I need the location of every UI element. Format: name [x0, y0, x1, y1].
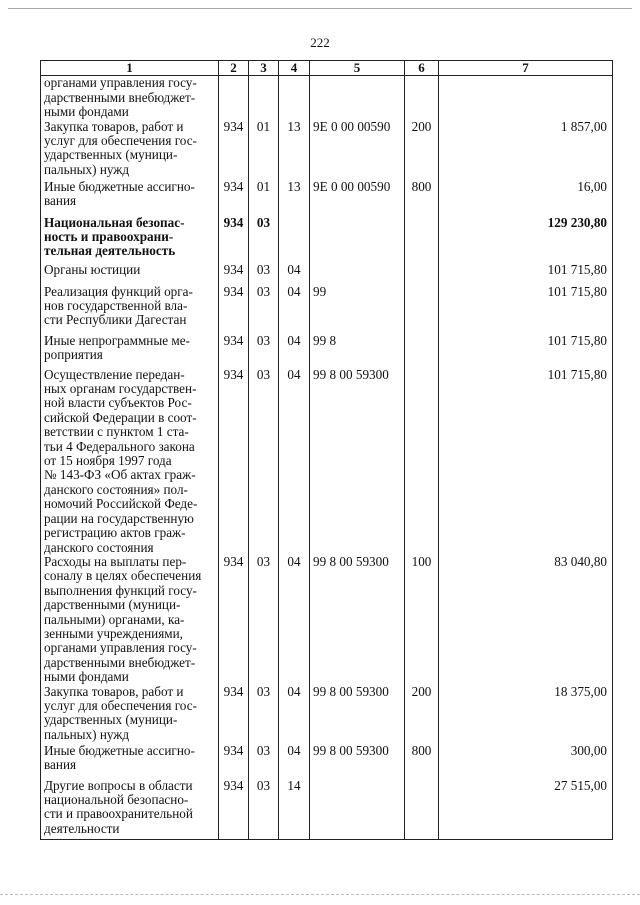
row-sum-cell: 1 857,00 — [439, 120, 613, 180]
table-row — [41, 263, 613, 285]
row-sum-cell: 129 230,80 — [439, 216, 613, 263]
header-cell-6: 6 — [405, 61, 439, 76]
row-gr-cell: 934 — [219, 779, 249, 840]
row-csr-cell — [310, 216, 405, 263]
row-csr-cell: 9Е 0 00 00590 — [310, 180, 405, 216]
row-csr-cell: 9Е 0 00 00590 — [310, 120, 405, 180]
row-csr-cell: 99 8 — [310, 334, 405, 368]
row-pr-cell — [279, 216, 310, 263]
row-rz-cell: 03 — [249, 779, 279, 840]
row-name-cell: органами управления госу- дарственными внебюджет- ными фондами — [41, 76, 219, 120]
row-csr-cell: 99 8 00 59300 — [310, 368, 405, 555]
row-csr-cell: 99 8 00 59300 — [310, 744, 405, 779]
row-name-cell: Закупка товаров, работ и услуг для обеспечения гос- ударственных (муници- пальных) нужд — [41, 120, 219, 180]
header-row — [41, 61, 613, 76]
table-row — [41, 76, 613, 120]
row-rz-cell: 03 — [249, 368, 279, 555]
row-rz-cell: 03 — [249, 555, 279, 685]
row-vr-cell — [405, 76, 439, 120]
row-name-cell: Закупка товаров, работ и услуг для обеспечения гос- ударственных (муници- пальных) нужд — [41, 685, 219, 744]
row-name-cell: Осуществление передан- ных органам государствен- ной власти субъектов Рос- сийской Федерации в соот- ветствии с пунктом 1 ста- тьи 4 Федерального закона от 15 ноября 1997 года № 143-ФЗ «Об актах граж- данского состояния» пол- номочий Российской Феде- рации на государственную регистрацию актов граж- данского состояния — [41, 368, 219, 555]
row-sum-cell: 83 040,80 — [439, 555, 613, 685]
row-rz-cell: 03 — [249, 216, 279, 263]
table-row — [41, 744, 613, 779]
header-cell-1: 1 — [41, 61, 219, 76]
row-sum-cell: 18 375,00 — [439, 685, 613, 744]
row-name-cell: Расходы на выплаты пер- соналу в целях обеспечения выполнения функций госу- дарственными (муници- пальными) органами, ка- зенными учреждениями, органами управления госу- дарственными внебюджет- ными фондами — [41, 555, 219, 685]
row-gr-cell: 934 — [219, 263, 249, 285]
row-rz-cell: 03 — [249, 744, 279, 779]
row-sum-cell: 27 515,00 — [439, 779, 613, 840]
row-rz-cell: 03 — [249, 685, 279, 744]
row-vr-cell — [405, 263, 439, 285]
row-pr-cell: 04 — [279, 368, 310, 555]
row-name-cell: Иные непрограммные ме- роприятия — [41, 334, 219, 368]
row-csr-cell: 99 8 00 59300 — [310, 555, 405, 685]
row-csr-cell — [310, 76, 405, 120]
row-pr-cell: 04 — [279, 285, 310, 334]
row-vr-cell — [405, 368, 439, 555]
page-number: 222 — [310, 35, 330, 50]
row-vr-cell — [405, 285, 439, 334]
row-vr-cell: 800 — [405, 180, 439, 216]
row-pr-cell: 13 — [279, 120, 310, 180]
table-row — [41, 216, 613, 263]
row-rz-cell: 03 — [249, 334, 279, 368]
row-rz-cell: 03 — [249, 285, 279, 334]
row-vr-cell: 100 — [405, 555, 439, 685]
header-cell-5: 5 — [310, 61, 405, 76]
header-cell-7: 7 — [439, 61, 613, 76]
row-gr-cell: 934 — [219, 285, 249, 334]
row-csr-cell: 99 — [310, 285, 405, 334]
bottom-rule — [0, 894, 640, 895]
row-vr-cell: 200 — [405, 685, 439, 744]
row-pr-cell: 13 — [279, 180, 310, 216]
row-name-cell: Реализация функций орга- нов государственной вла- сти Республики Дагестан — [41, 285, 219, 334]
row-pr-cell: 04 — [279, 555, 310, 685]
row-gr-cell: 934 — [219, 368, 249, 555]
row-vr-cell — [405, 779, 439, 840]
row-pr-cell: 14 — [279, 779, 310, 840]
table-row — [41, 685, 613, 744]
row-pr-cell: 04 — [279, 334, 310, 368]
row-gr-cell: 934 — [219, 180, 249, 216]
row-rz-cell: 01 — [249, 120, 279, 180]
row-vr-cell: 800 — [405, 744, 439, 779]
row-name-cell: Органы юстиции — [41, 263, 219, 285]
row-vr-cell: 200 — [405, 120, 439, 180]
header-cell-3: 3 — [249, 61, 279, 76]
table-row — [41, 285, 613, 334]
row-name-cell: Иные бюджетные ассигно- вания — [41, 744, 219, 779]
row-name-cell: Национальная безопас- ность и правоохрани- тельная деятельность — [41, 216, 219, 263]
row-sum-cell: 101 715,80 — [439, 263, 613, 285]
row-pr-cell: 04 — [279, 685, 310, 744]
top-rule — [8, 8, 632, 9]
row-gr-cell: 934 — [219, 216, 249, 263]
table-body — [41, 76, 613, 840]
row-pr-cell: 04 — [279, 744, 310, 779]
row-vr-cell — [405, 216, 439, 263]
row-rz-cell: 01 — [249, 180, 279, 216]
row-gr-cell: 934 — [219, 120, 249, 180]
table-row — [41, 120, 613, 180]
budget-table — [40, 60, 613, 840]
table-row — [41, 368, 613, 555]
table-row — [41, 334, 613, 368]
row-name-cell: Другие вопросы в области национальной безопасно- сти и правоохранительной деятельности — [41, 779, 219, 840]
row-csr-cell: 99 8 00 59300 — [310, 685, 405, 744]
table-row — [41, 180, 613, 216]
row-pr-cell: 04 — [279, 263, 310, 285]
row-csr-cell — [310, 779, 405, 840]
row-rz-cell — [249, 76, 279, 120]
header-cell-2: 2 — [219, 61, 249, 76]
row-sum-cell: 101 715,80 — [439, 368, 613, 555]
table-row — [41, 555, 613, 685]
table-row — [41, 779, 613, 840]
row-gr-cell: 934 — [219, 685, 249, 744]
row-gr-cell — [219, 76, 249, 120]
row-sum-cell — [439, 76, 613, 120]
row-sum-cell: 101 715,80 — [439, 285, 613, 334]
row-pr-cell — [279, 76, 310, 120]
row-gr-cell: 934 — [219, 744, 249, 779]
row-name-cell: Иные бюджетные ассигно- вания — [41, 180, 219, 216]
row-sum-cell: 300,00 — [439, 744, 613, 779]
header-cell-4: 4 — [279, 61, 310, 76]
row-sum-cell: 16,00 — [439, 180, 613, 216]
row-rz-cell: 03 — [249, 263, 279, 285]
row-sum-cell: 101 715,80 — [439, 334, 613, 368]
row-csr-cell — [310, 263, 405, 285]
row-gr-cell: 934 — [219, 555, 249, 685]
row-vr-cell — [405, 334, 439, 368]
row-gr-cell: 934 — [219, 334, 249, 368]
